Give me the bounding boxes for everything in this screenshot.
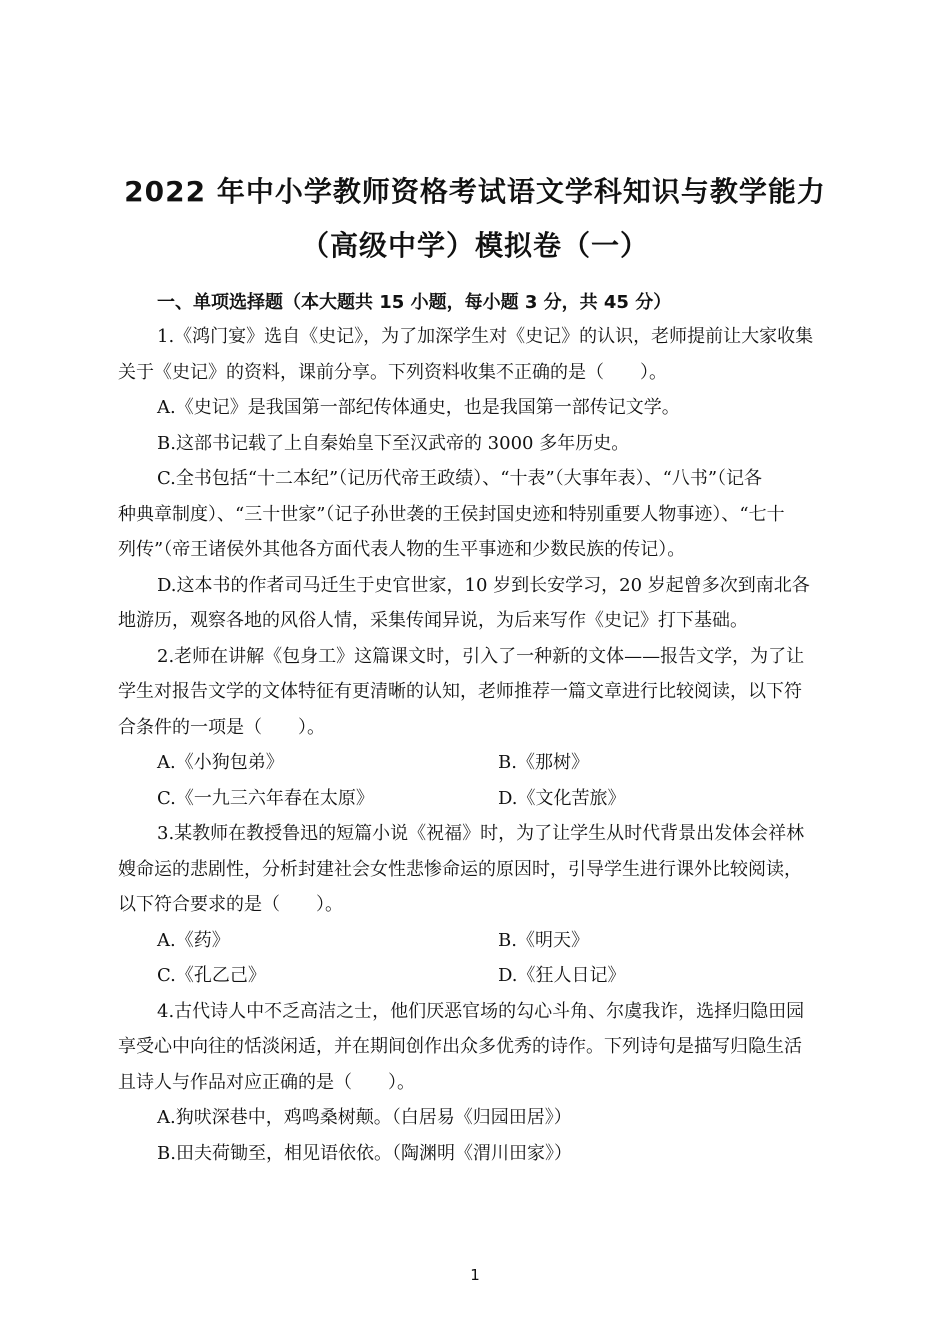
q3-option-d: D.《狂人日记》 — [498, 965, 626, 986]
page-number: 1 — [470, 1266, 480, 1284]
q3-stem-line3: 以下符合要求的是（ ）。 — [118, 894, 343, 915]
q4-stem-line1: 4.古代诗人中不乏高洁之士，他们厌恶官场的勾心斗角、尔虞我诈，选择归隐田园 — [157, 1001, 805, 1022]
q1-option-c-line3: 列传”（帝王诸侯外其他各方面代表人物的生平事迹和少数民族的传记）。 — [118, 539, 686, 560]
q3-option-a: A.《药》 — [157, 930, 230, 951]
exam-title-line1: 2022 年中小学教师资格考试语文学科知识与教学能力 — [124, 175, 826, 208]
q2-stem-line2: 学生对报告文学的文体特征有更清晰的认知，老师推荐一篇文章进行比较阅读，以下符 — [118, 681, 802, 702]
q1-option-a: A.《史记》是我国第一部纪传体通史，也是我国第一部传记文学。 — [157, 397, 680, 418]
q2-option-a: A.《小狗包弟》 — [157, 752, 284, 773]
q2-option-c: C.《一九三六年春在太原》 — [157, 788, 374, 809]
q1-option-d-line1: D.这本书的作者司马迁生于史官世家，10 岁到长安学习，20 岁起曾多次到南北各 — [157, 575, 810, 596]
q2-option-d: D.《文化苦旅》 — [498, 788, 626, 809]
section-heading: 一、单项选择题（本大题共 15 小题，每小题 3 分，共 45 分） — [157, 292, 672, 313]
q2-option-b: B.《那树》 — [498, 752, 589, 773]
q1-option-b: B.这部书记载了上自秦始皇下至汉武帝的 3000 多年历史。 — [157, 433, 630, 454]
q4-stem-line2: 享受心中向往的恬淡闲适，并在期间创作出众多优秀的诗作。下列诗句是描写归隐生活 — [118, 1036, 802, 1057]
q3-option-c: C.《孔乙己》 — [157, 965, 266, 986]
q1-option-d-line2: 地游历，观察各地的风俗人情，采集传闻异说，为后来写作《史记》打下基础。 — [118, 610, 748, 631]
q2-stem-line1: 2.老师在讲解《包身工》这篇课文时，引入了一种新的文体——报告文学，为了让 — [157, 646, 805, 667]
q3-option-b: B.《明天》 — [498, 930, 589, 951]
q4-option-b: B.田夫荷锄至，相见语依依。（陶渊明《渭川田家》） — [157, 1143, 572, 1164]
q1-stem-line2: 关于《史记》的资料，课前分享。下列资料收集不正确的是（ ）。 — [118, 362, 667, 383]
exam-title-line2: （高级中学）模拟卷（一） — [300, 229, 649, 262]
q1-option-c-line2: 种典章制度）、“三十世家”（记子孙世袭的王侯封国史迹和特别重要人物事迹）、“七十 — [118, 504, 785, 525]
q1-option-c-line1: C.全书包括“十二本纪”（记历代帝王政绩）、“十表”（大事年表）、“八书”（记各 — [157, 468, 763, 489]
q4-option-a: A.狗吠深巷中，鸡鸣桑树颠。（白居易《归园田居》） — [157, 1107, 572, 1128]
q3-stem-line1: 3.某教师在教授鲁迅的短篇小说《祝福》时，为了让学生从时代背景出发体会祥林 — [157, 823, 805, 844]
q4-stem-line3: 且诗人与作品对应正确的是（ ）。 — [118, 1072, 415, 1093]
q2-stem-line3: 合条件的一项是（ ）。 — [118, 717, 325, 738]
q1-stem-line1: 1.《鸿门宴》选自《史记》，为了加深学生对《史记》的认识，老师提前让大家收集 — [157, 326, 814, 347]
q3-stem-line2: 嫂命运的悲剧性，分析封建社会女性悲惨命运的原因时，引导学生进行课外比较阅读， — [118, 859, 802, 880]
